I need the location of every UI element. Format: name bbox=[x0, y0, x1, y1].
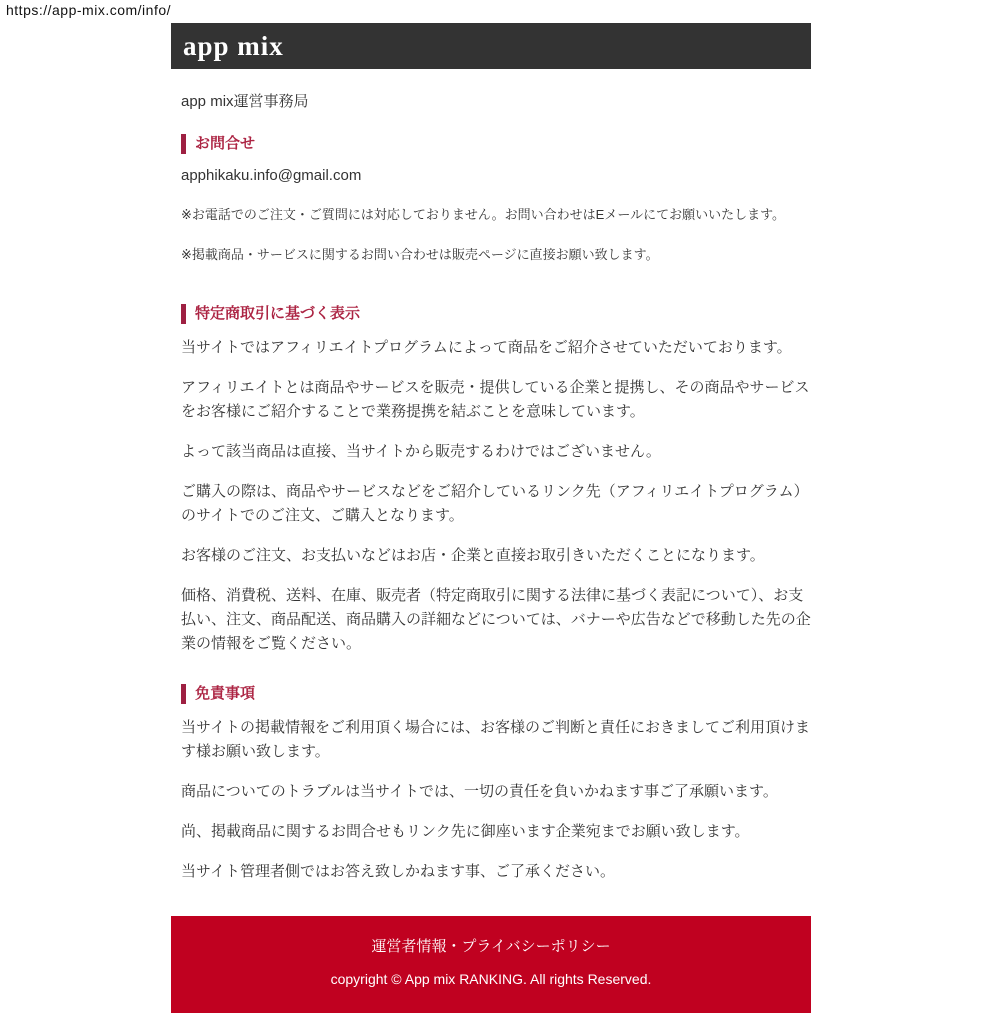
disclaimer-section bbox=[181, 684, 811, 884]
footer-copyright: copyright © App mix RANKING. All rights Reserved. bbox=[330, 971, 652, 987]
disclaimer-paragraph: 当サイト管理者側ではお答え致しかねます事、ご了承ください。 bbox=[181, 863, 615, 880]
transactions-section bbox=[181, 304, 811, 656]
contact-heading-text: お問合せ bbox=[195, 135, 256, 152]
transactions-section-heading bbox=[181, 304, 811, 324]
disclaimer-heading-text: 免責事項 bbox=[195, 685, 256, 702]
footer-privacy-policy-link[interactable]: 運営者情報・プライバシーポリシー bbox=[371, 938, 611, 955]
contact-email: apphikaku.info@gmail.com bbox=[181, 167, 362, 184]
disclaimer-paragraph: 商品についてのトラブルは当サイトでは、一切の責任を負いかねます事ご了承願います。 bbox=[181, 783, 778, 800]
transactions-heading-text: 特定商取引に基づく表示 bbox=[195, 305, 361, 322]
transactions-paragraph: 当サイトではアフィリエイトプログラムによって商品をご紹介させていただいております。 bbox=[181, 339, 792, 356]
heading-accent-bar bbox=[181, 684, 186, 704]
transactions-paragraph: 価格、消費税、送料、在庫、販売者（特定商取引に関する法律に基づく表記について）、お支払い、注文、商品配送、商品購入の詳細などについては、バナーや広告などで移動した先の企業の情報をご覧ください。 bbox=[181, 587, 811, 652]
site-title-link[interactable]: app mix bbox=[183, 30, 284, 61]
disclaimer-section-heading bbox=[181, 684, 811, 704]
transactions-paragraph: よって該当商品は直接、当サイトから販売するわけではございません。 bbox=[181, 443, 661, 460]
operator-name: app mix運営事務局 bbox=[181, 93, 309, 110]
page-content bbox=[171, 93, 811, 884]
heading-accent-bar bbox=[181, 304, 186, 324]
contact-note-products: ※掲載商品・サービスに関するお問い合わせは販売ページに直接お願い致します。 bbox=[181, 247, 659, 262]
site-footer bbox=[171, 916, 811, 1013]
transactions-paragraph: お客様のご注文、お支払いなどはお店・企業と直接お取引きいただくことになります。 bbox=[181, 547, 765, 564]
contact-section bbox=[181, 134, 811, 264]
page-container bbox=[171, 23, 811, 1013]
site-header bbox=[171, 23, 811, 69]
contact-note-phone: ※お電話でのご注文・ご質問には対応しておりません。お問い合わせはEメールにてお願いいたします。 bbox=[181, 207, 786, 222]
contact-section-heading bbox=[181, 134, 811, 154]
heading-accent-bar bbox=[181, 134, 186, 154]
transactions-paragraph: アフィリエイトとは商品やサービスを販売・提供している企業と提携し、その商品やサービスをお客様にご紹介することで業務提携を結ぶことを意味しています。 bbox=[181, 379, 810, 420]
browser-url-label: https://app-mix.com/info/ bbox=[6, 2, 172, 18]
disclaimer-paragraph: 当サイトの掲載情報をご利用頂く場合には、お客様のご判断と責任におきましてご利用頂けます様お願い致します。 bbox=[181, 719, 810, 760]
disclaimer-paragraph: 尚、掲載商品に関するお問合せもリンク先に御座います企業宛までお願い致します。 bbox=[181, 823, 750, 840]
transactions-paragraph: ご購入の際は、商品やサービスなどをご紹介しているリンク先（アフィリエイトプログラム）のサイトでのご注文、ご購入となります。 bbox=[181, 483, 809, 524]
